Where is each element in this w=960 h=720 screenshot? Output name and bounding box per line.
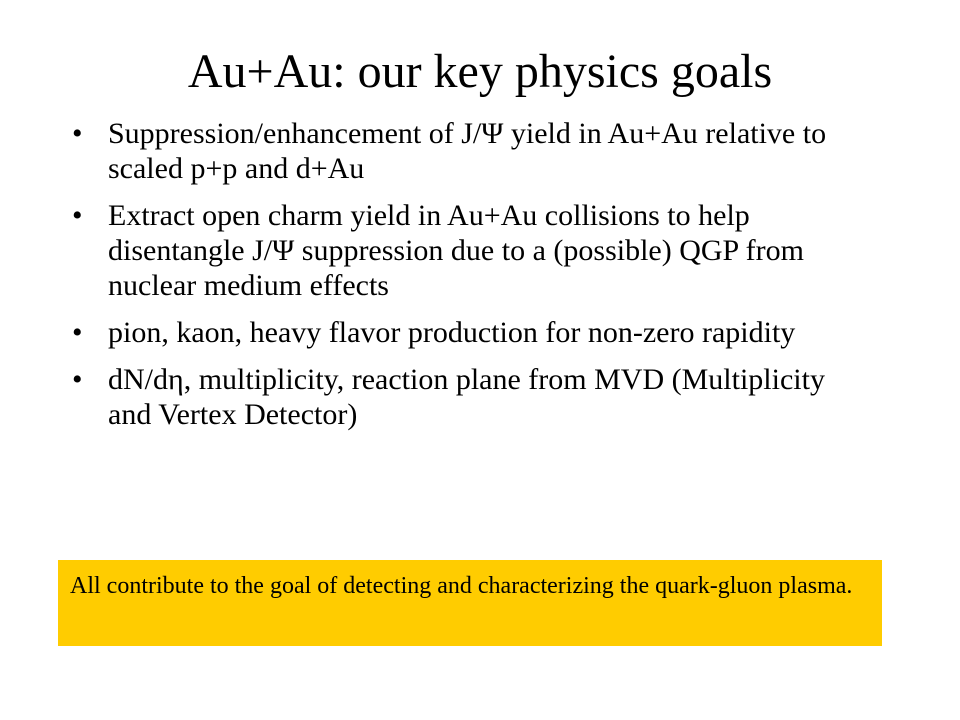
bullet-list <box>72 116 852 444</box>
bullet-item <box>72 116 852 186</box>
slide-title: Au+Au: our key physics goals <box>187 45 773 98</box>
bullet-item <box>72 315 852 350</box>
bullet-text: Extract open charm yield in Au+Au collisions to help disentangle J/Ψ suppression due to a (possible) QGP from nuclear medium effects <box>108 199 804 302</box>
bullet-point-icon: • <box>72 117 83 150</box>
summary-callout <box>58 560 882 646</box>
callout-text: All contribute to the goal of detecting and characterizing the quark-gluon plasma. <box>70 573 853 599</box>
bullet-item <box>72 198 852 303</box>
bullet-point-icon: • <box>72 363 83 396</box>
bullet-item <box>72 362 852 432</box>
bullet-text: dN/dη, multiplicity, reaction plane from MVD (Multiplicity and Vertex Detector) <box>108 363 825 431</box>
bullet-text: Suppression/enhancement of J/Ψ yield in Au+Au relative to scaled p+p and d+Au <box>108 117 827 185</box>
bullet-point-icon: • <box>72 199 83 232</box>
bullet-text: pion, kaon, heavy flavor production for non-zero rapidity <box>108 316 796 349</box>
bullet-point-icon: • <box>72 316 83 349</box>
